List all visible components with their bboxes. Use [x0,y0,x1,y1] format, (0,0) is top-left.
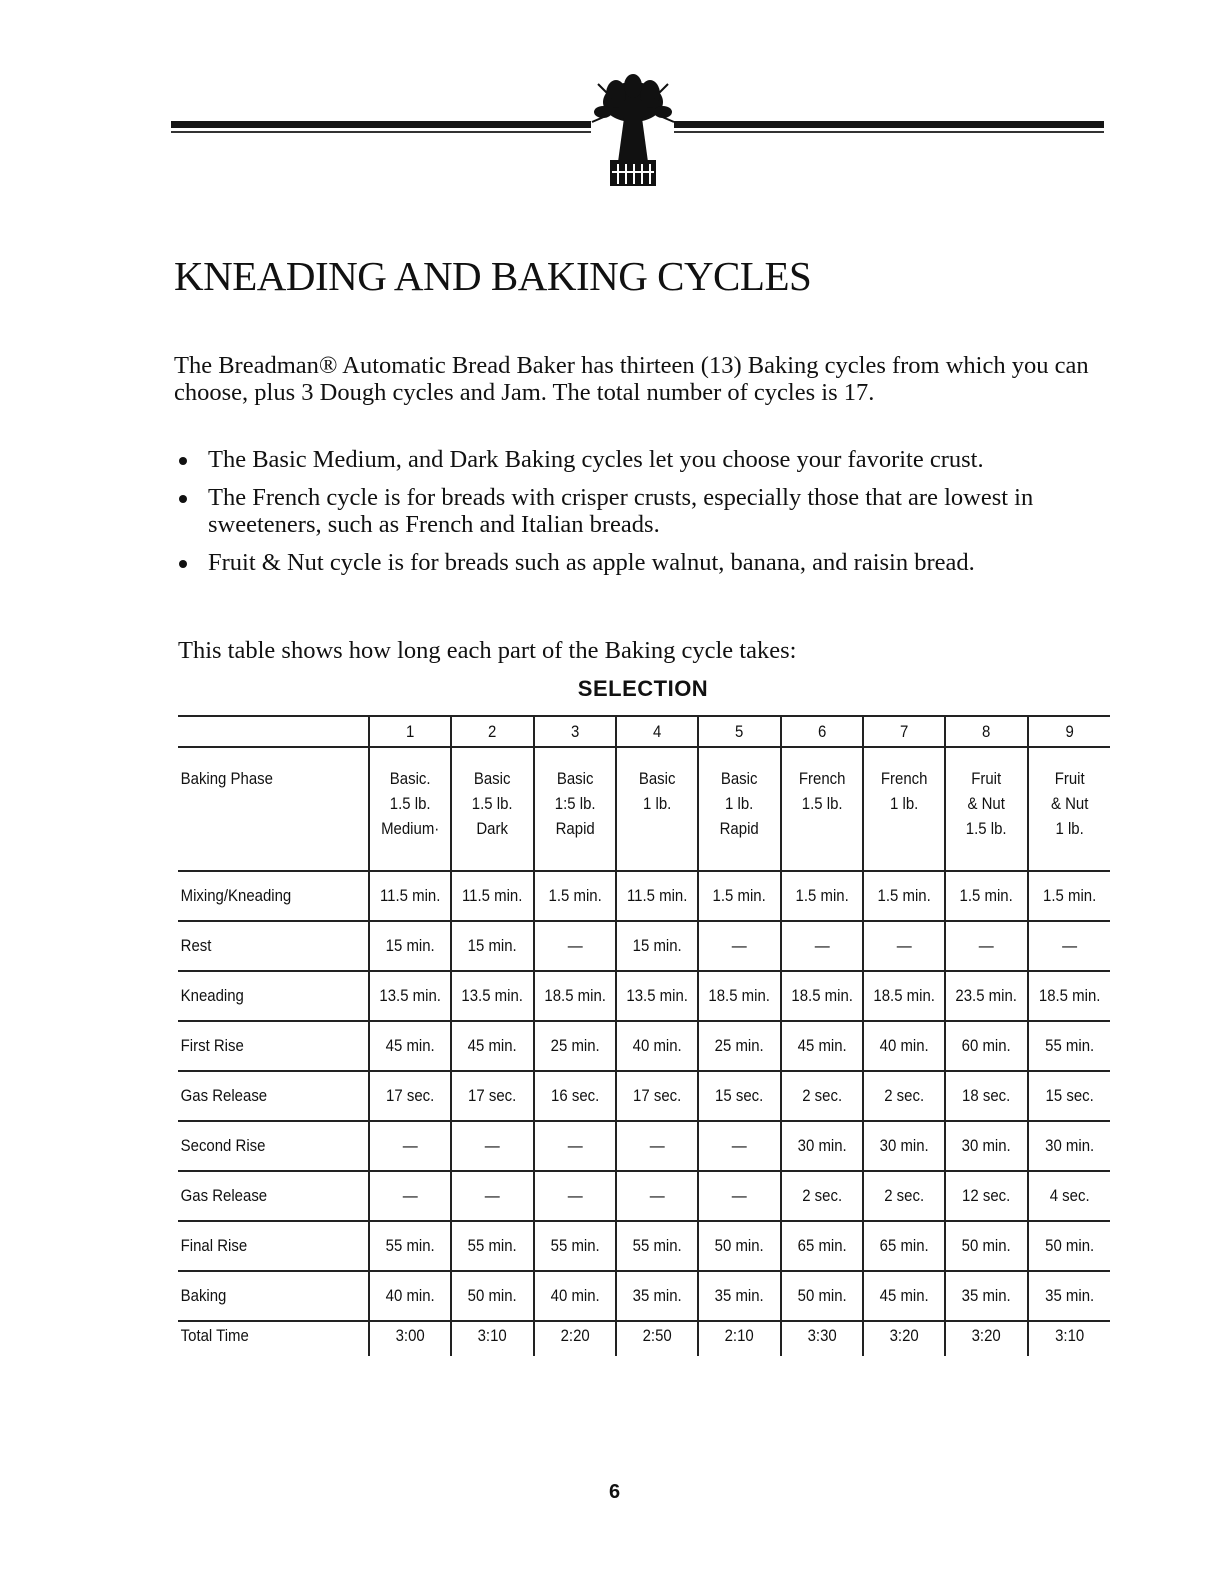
duration-cell: 55 min. [621,1221,693,1271]
duration-cell: 30 min. [868,1121,940,1171]
selection-name-line: French [880,769,928,788]
duration-cell: 35 min. [950,1271,1022,1321]
duration-cell: 50 min. [950,1221,1022,1271]
selection-name-line: 1.5 lb. [471,794,513,813]
selection-number-cell: 9 [1033,716,1106,747]
duration-cell: — [621,1121,693,1171]
duration-cell: 60 min. [950,1021,1022,1071]
table-caption: SELECTION [577,676,709,701]
selection-name-line: French [798,769,845,788]
phase-label-cell: Mixing/Kneading [178,871,346,921]
duration-cell: — [703,1121,775,1171]
duration-cell: 1.5 min. [950,871,1022,921]
duration-cell: — [538,1121,610,1171]
intro-paragraph: The Breadman® Automatic Bread Baker has thirteen (13) Baking cycles from which you can choose, plus 3 Dough cycles and Jam. The total number of cycles is 17. [174,352,1089,406]
selection-name-line: 1 lb. [642,794,672,813]
selection-name-line: Basic [474,769,511,788]
duration-cell: 1.5 min. [868,871,940,921]
selection-name-line: & Nut [967,794,1006,813]
selection-number-cell: 3 [538,716,610,747]
duration-cell: — [374,1121,446,1171]
duration-cell: 35 min. [621,1271,693,1321]
duration-cell: 16 sec. [538,1071,610,1121]
table-row [178,871,1110,921]
duration-cell: 18.5 min. [538,971,610,1021]
phase-label-cell: Second Rise [178,1121,346,1171]
selection-name-line: 1.5 lb. [966,819,1007,838]
selection-name-cell [374,747,446,871]
selection-number-cell: 8 [950,716,1022,747]
duration-cell: 40 min. [374,1271,446,1321]
phase-label-cell: Baking [178,1271,346,1321]
selection-name-line: & Nut [1050,794,1088,813]
table-row [178,1021,1110,1071]
duration-cell: 40 min. [538,1271,610,1321]
duration-cell: 45 min. [456,1021,528,1071]
selection-name-line: Rapid [719,819,759,838]
phase-label-cell: Final Rise [178,1221,346,1271]
selection-name-line: Basic [638,769,676,788]
duration-cell: 55 min. [538,1221,610,1271]
duration-cell: 55 min. [374,1221,446,1271]
duration-cell: 15 min. [374,921,446,971]
duration-cell: — [1033,921,1106,971]
duration-cell: 15 min. [621,921,693,971]
table-row [178,1171,1110,1221]
phase-label-cell: Gas Release [178,1171,346,1221]
selection-name-cell [456,747,528,871]
duration-cell: 2 sec. [868,1071,940,1121]
baking-cycles-table [178,715,1110,1356]
duration-cell: 17 sec. [456,1071,528,1121]
selection-name-cell [538,747,610,871]
header-thin-rule-left [171,131,591,133]
duration-cell: 30 min. [785,1121,857,1171]
duration-cell: 17 sec. [374,1071,446,1121]
duration-cell: 25 min. [538,1021,610,1071]
duration-cell: 30 min. [1033,1121,1106,1171]
duration-cell: 11.5 min. [456,871,528,921]
duration-cell: 2 sec. [868,1171,940,1221]
duration-cell: 65 min. [785,1221,857,1271]
duration-cell: — [703,1171,775,1221]
duration-cell: 11.5 min. [374,871,446,921]
duration-cell: 18.5 min. [1033,971,1106,1021]
duration-cell: 1.5 min. [703,871,775,921]
duration-cell: 45 min. [868,1271,940,1321]
total-time-cell: 3:20 [950,1321,1022,1356]
selection-number-cell: 6 [785,716,857,747]
bullet-item: The French cycle is for breads with crisper crusts, especially those that are lowest in sweeteners, such as French and Italian breads. [174,484,1114,538]
selection-name-line: 1.5 lb. [801,794,843,813]
total-time-cell: 3:30 [785,1321,857,1356]
duration-cell: 2 sec. [785,1171,857,1221]
selection-name-line: 1 lb. [1055,819,1084,838]
duration-cell: 30 min. [950,1121,1022,1171]
table-row [178,1221,1110,1271]
duration-cell: 18.5 min. [785,971,857,1021]
duration-cell: 18.5 min. [703,971,775,1021]
duration-cell: 13.5 min. [621,971,693,1021]
selection-name-cell [621,747,693,871]
phase-label-cell: First Rise [178,1021,346,1071]
total-time-label-cell: Total Time [178,1321,346,1356]
selection-name-line: Basic [721,769,758,788]
table-row [178,921,1110,971]
total-time-cell: 2:20 [538,1321,610,1356]
duration-cell: 50 min. [703,1221,775,1271]
selection-name-cell [703,747,775,871]
selection-name-line: Fruit [971,769,1002,788]
duration-cell: 65 min. [868,1221,940,1271]
duration-cell: 13.5 min. [456,971,528,1021]
total-time-cell: 2:10 [703,1321,775,1356]
total-time-cell: 3:10 [1033,1321,1106,1356]
duration-cell: 45 min. [785,1021,857,1071]
duration-cell: 18.5 min. [868,971,940,1021]
header-rule-right [674,121,1104,128]
duration-cell: 12 sec. [950,1171,1022,1221]
duration-cell: 55 min. [1033,1021,1106,1071]
table-row [178,1121,1110,1171]
duration-cell: — [703,921,775,971]
total-time-cell: 3:00 [374,1321,446,1356]
duration-cell: 1.5 min. [1033,871,1106,921]
selection-name-cell [950,747,1022,871]
duration-cell: — [868,921,940,971]
bullet-item: Fruit & Nut cycle is for breads such as apple walnut, banana, and raisin bread. [174,549,1114,576]
table-row [178,1271,1110,1321]
selection-name-row [178,747,1110,871]
duration-cell: 18 sec. [950,1071,1022,1121]
selection-name-line: Rapid [555,819,595,838]
duration-cell: 50 min. [785,1271,857,1321]
table-corner-cell [178,716,346,747]
selection-number-row [178,716,1110,747]
duration-cell: — [785,921,857,971]
bullet-item: The Basic Medium, and Dark Baking cycles let you choose your favorite crust. [174,446,1114,473]
selection-number-cell: 1 [374,716,446,747]
feature-bullet-list [174,446,1114,587]
selection-name-line: 1:5 lb. [554,794,596,813]
selection-number-cell: 5 [703,716,775,747]
duration-cell: 35 min. [1033,1271,1106,1321]
selection-name-line: Basic. [389,769,431,788]
selection-name-cell [868,747,940,871]
duration-cell: — [538,1171,610,1221]
phase-label-cell: Rest [178,921,346,971]
duration-cell: 25 min. [703,1021,775,1071]
duration-cell: 40 min. [868,1021,940,1071]
header-rule-left [171,121,591,128]
page-number: 6 [608,1481,621,1503]
duration-cell: 4 sec. [1033,1171,1106,1221]
duration-cell: 50 min. [456,1271,528,1321]
total-time-cell: 2:50 [621,1321,693,1356]
selection-name-line: Dark [476,819,509,838]
selection-name-cell [1033,747,1106,871]
wheat-sheaf-icon [588,72,678,190]
selection-number-cell: 2 [456,716,528,747]
duration-cell: 15 sec. [703,1071,775,1121]
duration-cell: — [456,1171,528,1221]
phase-label-cell: Gas Release [178,1071,346,1121]
selection-number-cell: 4 [621,716,693,747]
duration-cell: 11.5 min. [621,871,693,921]
duration-cell: 1.5 min. [538,871,610,921]
duration-cell: 45 min. [374,1021,446,1071]
selection-name-cell [785,747,857,871]
duration-cell: — [621,1171,693,1221]
duration-cell: 15 min. [456,921,528,971]
table-row [178,1071,1110,1121]
page-title: KNEADING AND BAKING CYCLES [174,253,812,299]
duration-cell: — [456,1121,528,1171]
selection-number-cell: 7 [868,716,940,747]
table-row [178,971,1110,1021]
total-time-cell: 3:20 [868,1321,940,1356]
selection-name-line: 1 lb. [725,794,754,813]
selection-name-line: 1.5 lb. [389,794,431,813]
duration-cell: — [950,921,1022,971]
duration-cell: 50 min. [1033,1221,1106,1271]
duration-cell: 55 min. [456,1221,528,1271]
selection-name-line: Basic [556,769,593,788]
total-time-row [178,1321,1110,1356]
duration-cell: 13.5 min. [374,971,446,1021]
phase-header-cell: Baking Phase [178,747,346,871]
selection-name-line: Fruit [1054,769,1085,788]
phase-label-cell: Kneading [178,971,346,1021]
header-thin-rule-right [674,131,1104,133]
duration-cell: 35 min. [703,1271,775,1321]
duration-cell: 1.5 min. [785,871,857,921]
duration-cell: — [374,1171,446,1221]
duration-cell: — [538,921,610,971]
duration-cell: 40 min. [621,1021,693,1071]
table-intro: This table shows how long each part of the Baking cycle takes: [178,637,797,664]
duration-cell: 23.5 min. [950,971,1022,1021]
selection-name-line: Medium· [380,819,440,838]
duration-cell: 2 sec. [785,1071,857,1121]
duration-cell: 15 sec. [1033,1071,1106,1121]
total-time-cell: 3:10 [456,1321,528,1356]
selection-name-line: 1 lb. [889,794,919,813]
duration-cell: 17 sec. [621,1071,693,1121]
